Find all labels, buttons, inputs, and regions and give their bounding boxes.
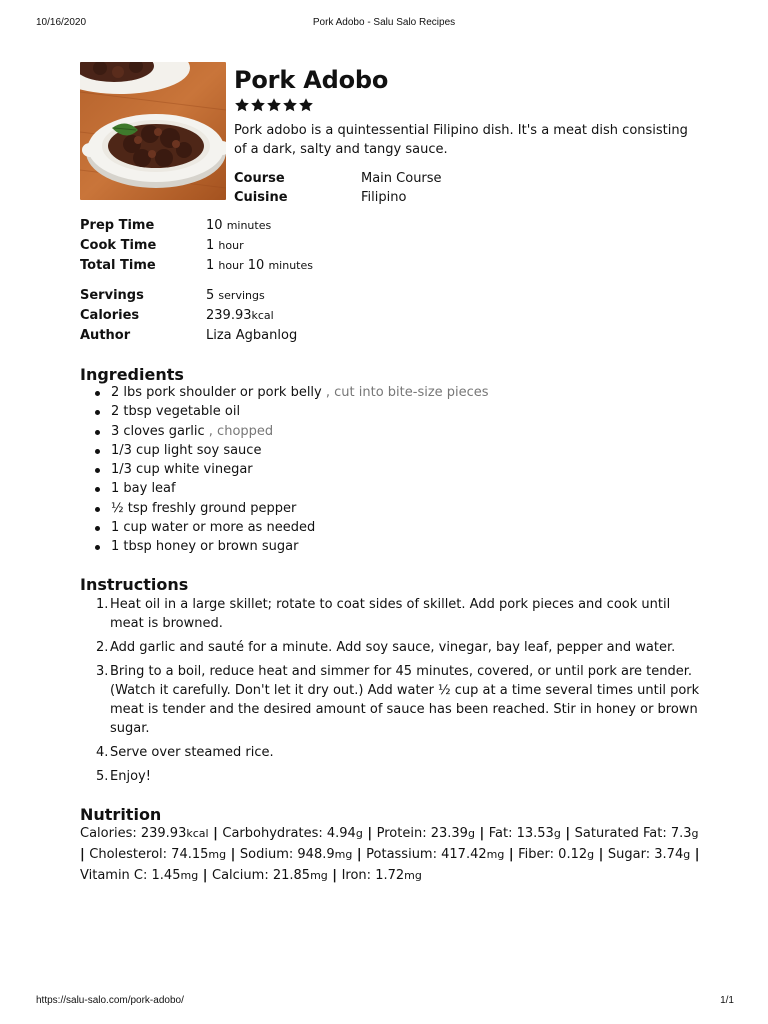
ingredient-item [80, 460, 489, 479]
instruction-step [80, 767, 700, 786]
nutrition-separator: | [474, 826, 489, 841]
nutrition-unit: mg [180, 869, 199, 882]
cook-time-value [206, 237, 244, 255]
ingredient-item [80, 518, 489, 537]
nutrition-separator: | [352, 847, 367, 862]
calories-value [206, 307, 274, 325]
prep-time-number: 10 [206, 218, 223, 233]
nutrition-label: Carbohydrates [222, 826, 319, 841]
servings-label: Servings [80, 288, 144, 303]
cuisine-label: Cuisine [234, 190, 288, 205]
nutrition-heading: Nutrition [80, 805, 162, 824]
nutrition-value: 23.39 [430, 826, 468, 841]
prep-time-unit: minutes [226, 219, 272, 232]
nutrition-value: 948.9 [297, 847, 335, 862]
author-label: Author [80, 328, 131, 343]
nutrition-label: Vitamin C [80, 868, 144, 883]
ingredient-text: 1 cup water or more as needed [111, 520, 316, 536]
nutrition-value: 3.74 [654, 847, 684, 862]
nutrition-separator: | [327, 868, 342, 883]
ingredient-item [80, 422, 489, 441]
instruction-step [80, 595, 700, 633]
nutrition-label: Calories [80, 826, 133, 841]
nutrition-value: 0.12 [558, 847, 588, 862]
nutrition-label: Fiber [518, 847, 550, 862]
nutrition-item: Saturated Fat: 7.3g [574, 826, 699, 841]
nutrition-item: Sodium: 948.9mg [239, 847, 353, 862]
step-number: 2. [96, 640, 109, 655]
total-time-minutes-unit: minutes [268, 259, 313, 272]
nutrition-item: Fiber: 0.12g [518, 847, 595, 862]
calories-label: Calories [80, 308, 140, 323]
recipe-summary: Pork adobo is a quintessential Filipino dish. It's a meat dish consisting of a dark, salty and tangy sauce. [234, 123, 688, 157]
ingredients-list [80, 383, 489, 557]
prep-time-label: Prep Time [80, 218, 155, 233]
star-icon [282, 97, 298, 113]
nutrition-value: 1.72 [375, 868, 405, 883]
nutrition-separator: | [80, 847, 90, 862]
step-text: Enjoy! [110, 769, 151, 784]
ingredient-text: ½ tsp freshly ground pepper [111, 500, 297, 516]
nutrition-item: Iron: 1.72mg [341, 868, 422, 883]
nutrition-value: 4.94 [326, 826, 356, 841]
nutrition-separator: | [690, 847, 700, 862]
ingredient-text: 1 bay leaf [111, 481, 176, 497]
star-icon [250, 97, 266, 113]
rating-stars [234, 97, 314, 113]
recipe-title: Pork Adobo [234, 66, 389, 94]
nutrition-label: Calcium [212, 868, 265, 883]
nutrition-separator: | [560, 826, 575, 841]
nutrition-unit: g [683, 848, 691, 861]
nutrition-label: Iron [341, 868, 367, 883]
nutrition-unit: mg [404, 869, 422, 882]
nutrition-value: 13.53 [516, 826, 554, 841]
ingredient-item [80, 479, 489, 498]
recipe-photo [80, 62, 226, 200]
nutrition-unit: kcal [186, 827, 209, 840]
total-time-value [206, 257, 313, 275]
print-date: 10/16/2020 [36, 17, 87, 28]
nutrition-unit: g [467, 827, 475, 840]
nutrition-item: Fat: 13.53g [488, 826, 561, 841]
nutrition-unit: mg [208, 848, 227, 861]
nutrition-separator: | [362, 826, 377, 841]
nutrition-label: Cholesterol [89, 847, 163, 862]
nutrition-label: Saturated Fat [574, 826, 663, 841]
ingredient-item [80, 499, 489, 518]
nutrition-label: Fat [488, 826, 509, 841]
nutrition-item: Calcium: 21.85mg [212, 868, 328, 883]
step-text: Add garlic and sauté for a minute. Add soy sauce, vinegar, bay leaf, pepper and water. [110, 640, 676, 655]
nutrition-value: 417.42 [441, 847, 487, 862]
calories-unit: kcal [251, 309, 274, 322]
total-time-minutes: 10 [247, 258, 265, 273]
nutrition-value: 21.85 [272, 868, 311, 883]
pork-adobo-photo-icon [80, 62, 226, 200]
nutrition-unit: mg [486, 848, 505, 861]
instruction-step [80, 638, 700, 657]
nutrition-value: 74.15 [171, 847, 209, 862]
ingredient-text: 2 lbs pork shoulder or pork belly [111, 385, 322, 400]
instructions-heading: Instructions [80, 575, 189, 594]
step-number: 3. [96, 664, 109, 679]
total-time-label: Total Time [80, 258, 156, 273]
star-icon [298, 97, 314, 113]
step-number: 4. [96, 745, 109, 760]
author-value: Liza Agbanlog [206, 328, 298, 343]
print-page-title: Pork Adobo - Salu Salo Recipes [312, 17, 456, 28]
print-url: https://salu-salo.com/pork-adobo/ [36, 995, 184, 1006]
step-number: 5. [96, 769, 109, 784]
instruction-step [80, 743, 700, 762]
nutrition-item: Carbohydrates: 4.94g [222, 826, 363, 841]
course-value: Main Course [361, 171, 442, 186]
ingredient-text: 2 tbsp vegetable oil [111, 404, 241, 420]
nutrition-separator: | [208, 826, 223, 841]
cook-time-number: 1 [206, 238, 215, 253]
star-icon [266, 97, 282, 113]
ingredient-note: , chopped [204, 423, 274, 439]
ingredient-text: 1/3 cup light soy sauce [111, 442, 262, 458]
nutrition-label: Sugar [607, 847, 646, 862]
nutrition-separator: | [504, 847, 519, 862]
nutrition-separator: | [198, 868, 212, 883]
step-number: 1. [96, 597, 109, 612]
ingredient-item [80, 537, 489, 556]
nutrition-item: Potassium: 417.42mg [366, 847, 505, 862]
servings-unit: servings [218, 289, 265, 302]
ingredients-heading: Ingredients [80, 365, 184, 384]
ingredient-text: 3 cloves garlic [111, 423, 205, 439]
course-label: Course [234, 171, 285, 186]
step-text: Serve over steamed rice. [110, 745, 274, 760]
ingredient-item [80, 383, 489, 402]
ingredient-text: 1/3 cup white vinegar [111, 462, 253, 478]
nutrition-unit: g [691, 827, 699, 840]
nutrition-value: 1.45 [151, 868, 181, 883]
nutrition-unit: mg [334, 848, 353, 861]
nutrition-label: Protein [376, 826, 423, 841]
print-page-number: 1/1 [720, 995, 734, 1006]
nutrition-facts [80, 823, 700, 886]
ingredient-item [80, 402, 489, 421]
nutrition-separator: | [594, 847, 608, 862]
servings-number: 5 [206, 288, 215, 303]
nutrition-item: Calories: 239.93kcal [80, 826, 209, 841]
calories-number: 239.93 [206, 308, 252, 323]
nutrition-separator: | [226, 847, 240, 862]
total-time-hours-unit: hour [218, 259, 244, 272]
instruction-step [80, 662, 700, 738]
nutrition-unit: mg [310, 869, 328, 882]
ingredient-note: , cut into bite-size pieces [321, 385, 489, 400]
step-text: Bring to a boil, reduce heat and simmer for 45 minutes, covered, or until pork are tender. (Watch it carefully. Don't let it dry out.) Add water ½ cup at a time several times until pork meat is tender and the desired amount of sauce has been reached. Stir in honey or brown sugar. [110, 664, 700, 736]
total-time-hours: 1 [206, 258, 215, 273]
cook-time-unit: hour [218, 239, 244, 252]
instructions-list [80, 595, 700, 791]
ingredient-text: 1 tbsp honey or brown sugar [111, 539, 299, 555]
nutrition-value: 7.3 [670, 826, 692, 841]
prep-time-value [206, 217, 271, 235]
nutrition-unit: g [587, 848, 595, 861]
nutrition-item: Protein: 23.39g [376, 826, 475, 841]
nutrition-label: Potassium [366, 847, 433, 862]
nutrition-label: Sodium [239, 847, 289, 862]
step-text: Heat oil in a large skillet; rotate to coat sides of skillet. Add pork pieces and cook until meat is browned. [110, 597, 671, 631]
nutrition-unit: g [355, 827, 363, 840]
servings-value [206, 287, 265, 305]
nutrition-unit: g [553, 827, 561, 840]
nutrition-item: Vitamin C: 1.45mg [80, 868, 199, 883]
nutrition-value: 239.93 [140, 826, 187, 841]
star-icon [234, 97, 250, 113]
nutrition-item: Cholesterol: 74.15mg [89, 847, 227, 862]
ingredient-item [80, 441, 489, 460]
nutrition-item: Sugar: 3.74g [607, 847, 691, 862]
cuisine-value: Filipino [361, 190, 407, 205]
cook-time-label: Cook Time [80, 238, 157, 253]
